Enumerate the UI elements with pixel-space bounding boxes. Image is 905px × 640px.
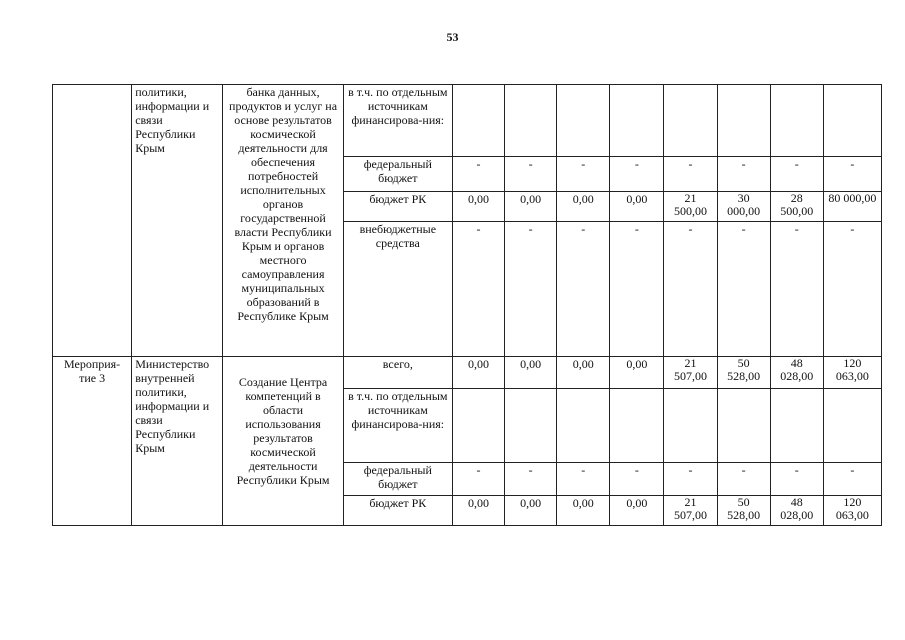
financing-table — [52, 84, 882, 526]
source-label: бюджет РК — [343, 192, 452, 222]
value-cell: - — [505, 222, 557, 357]
value-cell: - — [823, 463, 881, 496]
value-cell: - — [717, 463, 770, 496]
value-cell: 50 528,00 — [717, 496, 770, 526]
value-cell: 50 528,00 — [717, 357, 770, 389]
value-cell: - — [557, 222, 610, 357]
value-cell: 21 507,00 — [664, 496, 717, 526]
table-row — [53, 357, 882, 389]
value-cell: 0,00 — [557, 192, 610, 222]
value-cell: - — [823, 157, 881, 192]
value-cell: - — [505, 463, 557, 496]
value-cell: - — [717, 157, 770, 192]
value-cell: 0,00 — [505, 357, 557, 389]
source-label: федеральный бюджет — [343, 157, 452, 192]
value-cell: - — [452, 222, 504, 357]
event-description-cell: Создание Центра компетенций в области использования результатов космической деятельности Республики Крым — [223, 357, 343, 526]
value-cell: - — [664, 157, 717, 192]
value-cell: 30 000,00 — [717, 192, 770, 222]
source-label: федеральный бюджет — [343, 463, 452, 496]
value-cell: - — [770, 463, 823, 496]
value-cell: 0,00 — [452, 496, 504, 526]
value-cell: 80 000,00 — [823, 192, 881, 222]
event-cell: Мероприя-тие 3 — [53, 357, 132, 526]
source-label: в т.ч. по отдельным источникам финансирова-ния: — [343, 85, 452, 157]
source-label: внебюджетные средства — [343, 222, 452, 357]
value-cell: - — [717, 222, 770, 357]
source-label: в т.ч. по отдельным источникам финансирова-ния: — [343, 389, 452, 463]
value-cell: 0,00 — [557, 496, 610, 526]
value-cell: 0,00 — [610, 192, 664, 222]
value-cell: - — [557, 463, 610, 496]
value-cell: 48 028,00 — [770, 357, 823, 389]
table-row — [53, 85, 882, 157]
value-cell: - — [664, 463, 717, 496]
value-cell: 0,00 — [610, 496, 664, 526]
source-label: бюджет РК — [343, 496, 452, 526]
value-cell: - — [770, 157, 823, 192]
source-label: всего, — [343, 357, 452, 389]
value-cell: - — [505, 157, 557, 192]
event-description-cell: банка данных, продуктов и услуг на основе результатов космической деятельности для обеспечения потребностей исполнительных органов государственной власти Республики Крым и органов местного самоуправления муниципальных образований в Республике Крым — [223, 85, 343, 357]
page-number: 53 — [446, 30, 459, 44]
value-cell: - — [823, 222, 881, 357]
event-cell — [53, 85, 132, 357]
executor-cell: политики, информации и связи Республики Крым — [132, 85, 223, 357]
value-cell: 48 028,00 — [770, 496, 823, 526]
value-cell: - — [557, 157, 610, 192]
value-cell: 0,00 — [610, 357, 664, 389]
value-cell: 28 500,00 — [770, 192, 823, 222]
value-cell: 21 507,00 — [664, 357, 717, 389]
value-cell: 120 063,00 — [823, 496, 881, 526]
value-cell: 21 500,00 — [664, 192, 717, 222]
value-cell: - — [610, 463, 664, 496]
value-cell: - — [610, 222, 664, 357]
value-cell: 0,00 — [505, 496, 557, 526]
value-cell: - — [610, 157, 664, 192]
value-cell: 0,00 — [505, 192, 557, 222]
value-cell: - — [770, 222, 823, 357]
value-cell: - — [452, 463, 504, 496]
value-cell: 120 063,00 — [823, 357, 881, 389]
executor-cell: Министерство внутренней политики, информации и связи Республики Крым — [132, 357, 223, 526]
value-cell: 0,00 — [452, 192, 504, 222]
value-cell: 0,00 — [452, 357, 504, 389]
value-cell: - — [452, 157, 504, 192]
value-cell: - — [664, 222, 717, 357]
value-cell: 0,00 — [557, 357, 610, 389]
